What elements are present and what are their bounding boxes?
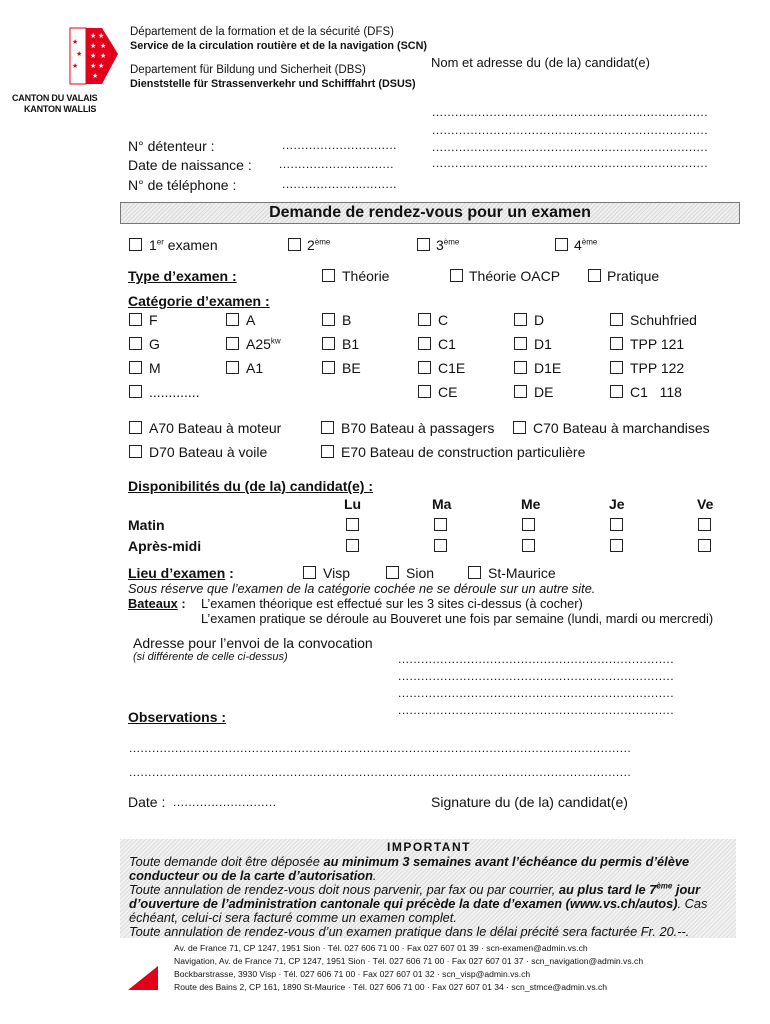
category-label-m: M [149, 360, 161, 376]
boat-label-d70: D70 Bateau à voile [149, 444, 268, 460]
attempt-2-checkbox[interactable] [288, 238, 301, 251]
observations-line[interactable]: ................................................................................................................................... [129, 741, 632, 755]
availability-checkbox[interactable] [522, 518, 535, 531]
signature-label: Signature du (de la) candidat(e) [431, 794, 628, 810]
day-header-mon: Lu [344, 496, 362, 512]
svg-text:★: ★ [72, 62, 79, 70]
convocation-label: Adresse pour l’envoi de la convocation [133, 635, 373, 651]
boat-checkbox[interactable] [129, 445, 142, 458]
category-checkbox[interactable] [129, 361, 142, 374]
svg-text:★: ★ [90, 62, 97, 70]
important-line-5: échéant, celui-ci sera facturé comme un examen complet. [129, 910, 457, 925]
category-label-d: D [534, 312, 545, 328]
availability-checkbox[interactable] [346, 539, 359, 552]
attempt-3-checkbox[interactable] [417, 238, 430, 251]
date-label: Date : [128, 794, 166, 810]
location-label: Lieu d’examen : [128, 565, 234, 581]
phone-field[interactable]: .............................. [282, 177, 398, 191]
convocation-address-line[interactable]: ........................................................................ [398, 686, 675, 700]
date-field[interactable]: ........................... [173, 795, 277, 809]
location-st-maurice-checkbox[interactable] [468, 566, 481, 579]
convocation-address-line[interactable]: ........................................................................ [398, 652, 675, 666]
category-checkbox[interactable] [322, 337, 335, 350]
boats-info-label: Bateaux : [128, 596, 186, 611]
slot-morning-label: Matin [128, 517, 165, 533]
candidate-name-line[interactable]: ........................................................................ [432, 105, 709, 119]
category-label-c1-118: C1 118 [630, 384, 682, 400]
exam-type-label: Type d’examen : [128, 268, 237, 284]
holder-field[interactable]: .............................. [282, 138, 398, 152]
dept-dfs: Département de la formation et de la sécurité (DFS) [130, 26, 394, 38]
footer-red-triangle-logo [128, 966, 158, 990]
category-label-a1: A1 [246, 360, 264, 376]
category-checkbox[interactable] [322, 361, 335, 374]
availability-checkbox[interactable] [522, 539, 535, 552]
category-label-ce: CE [438, 384, 458, 400]
category-checkbox[interactable] [129, 385, 142, 398]
candidate-name-line[interactable]: ........................................................................ [432, 123, 709, 137]
category-checkbox[interactable] [610, 361, 623, 374]
dob-field[interactable]: .............................. [279, 157, 395, 171]
location-note: Sous réserve que l’examen de la catégorie cochée ne se déroule sur un autre site. [128, 581, 596, 596]
category-checkbox[interactable] [129, 313, 142, 326]
svg-text:★: ★ [92, 72, 99, 80]
category-checkbox[interactable] [418, 361, 431, 374]
boat-checkbox[interactable] [321, 445, 334, 458]
exam-type-theory-label: Théorie [342, 268, 390, 284]
svg-text:★: ★ [72, 38, 79, 46]
availability-checkbox[interactable] [346, 518, 359, 531]
attempt-1-checkbox[interactable] [129, 238, 142, 251]
category-checkbox[interactable] [226, 313, 239, 326]
boat-label-b70: B70 Bateau à passagers [341, 420, 495, 436]
candidate-name-line[interactable]: ........................................................................ [432, 140, 709, 154]
footer-address-sion-exam: Av. de France 71, CP 1247, 1951 Sion · Tél. 027 606 71 00 · Fax 027 607 01 39 · scn-examen@admin.vs.ch [174, 943, 588, 953]
attempt-1-label: 1er examen [149, 237, 218, 253]
attempt-3-label: 3ème [436, 237, 460, 253]
category-checkbox[interactable] [514, 313, 527, 326]
svg-text:★: ★ [76, 50, 83, 58]
location-st-maurice-label: St-Maurice [488, 565, 556, 581]
category-label-c1e: C1E [438, 360, 466, 376]
category-checkbox[interactable] [418, 337, 431, 350]
svg-text:★: ★ [100, 42, 107, 50]
important-title: IMPORTANT [387, 840, 471, 854]
category-checkbox[interactable] [418, 313, 431, 326]
category-checkbox[interactable] [610, 385, 623, 398]
category-checkbox[interactable] [514, 385, 527, 398]
convocation-address-line[interactable]: ........................................................................ [398, 703, 675, 717]
day-header-wed: Me [521, 496, 541, 512]
category-label-d1e: D1E [534, 360, 562, 376]
convocation-sublabel: (si différente de celle ci-dessus) [133, 651, 288, 663]
candidate-name-label: Nom et adresse du (de la) candidat(e) [431, 55, 650, 70]
category-label-c: C [438, 312, 449, 328]
category-label-de: DE [534, 384, 554, 400]
boat-label-c70: C70 Bateau à marchandises [533, 420, 710, 436]
convocation-address-line[interactable]: ........................................................................ [398, 669, 675, 683]
svg-text:★: ★ [90, 32, 97, 40]
dob-label: Date de naissance : [128, 157, 252, 173]
location-sion-checkbox[interactable] [386, 566, 399, 579]
category-checkbox[interactable] [610, 337, 623, 350]
exam-type-practical-label: Pratique [607, 268, 660, 284]
boat-label-a70: A70 Bateau à moteur [149, 420, 282, 436]
important-line-1: Toute demande doit être déposée au minimum 3 semaines avant l’échéance du permis d’élève [129, 854, 690, 869]
day-header-thu: Je [609, 496, 625, 512]
category-checkbox[interactable] [226, 337, 239, 350]
category-label-d1: D1 [534, 336, 552, 352]
svg-text:★: ★ [100, 52, 107, 60]
boats-info-line2: L’examen pratique se déroule au Bouveret une fois par semaine (lundi, mardi ou mercredi) [201, 611, 714, 626]
important-line-2: conducteur ou de la carte d’autorisation. [129, 868, 377, 883]
category-label-b: B [342, 312, 352, 328]
availability-checkbox[interactable] [698, 539, 711, 552]
location-sion-label: Sion [406, 565, 435, 581]
day-header-fri: Ve [697, 496, 714, 512]
svg-text:★: ★ [90, 52, 97, 60]
category-label-tpp122: TPP 122 [630, 360, 685, 376]
location-visp-label: Visp [323, 565, 350, 581]
svg-text:★: ★ [90, 42, 97, 50]
canton-name-de: KANTON WALLIS [24, 104, 97, 114]
category-label-a: A [246, 312, 256, 328]
category-label-be: BE [342, 360, 361, 376]
footer-address-navigation: Navigation, Av. de France 71, CP 1247, 1951 Sion · Tél. 027 606 71 00 · Fax 027 607 01 37 · scn_navigation@admin.vs.ch [174, 956, 644, 966]
service-dsus: Dienststelle für Strassenverkehr und Schifffahrt (DSUS) [130, 78, 416, 90]
availability-label: Disponibilités du (de la) candidat(e) : [128, 478, 374, 494]
category-checkbox[interactable] [610, 313, 623, 326]
slot-afternoon-label: Après-midi [128, 538, 202, 554]
observations-label: Observations : [128, 709, 227, 725]
important-line-3: Toute annulation de rendez-vous doit nous parvenir, par fax ou par courrier, au plus tard le 7ème jour [129, 881, 701, 897]
attempt-4-checkbox[interactable] [555, 238, 568, 251]
availability-checkbox[interactable] [610, 539, 623, 552]
service-scn: Service de la circulation routière et de la navigation (SCN) [130, 40, 427, 52]
category-label-g: G [149, 336, 160, 352]
exam-type-practical-checkbox[interactable] [588, 269, 601, 282]
category-checkbox[interactable] [322, 313, 335, 326]
attempt-4-label: 4ème [574, 237, 598, 253]
holder-label: N° détenteur : [128, 138, 215, 154]
boats-info-line1: L’examen théorique est effectué sur les 3 sites ci-dessus (à cocher) [201, 596, 583, 611]
svg-text:★: ★ [98, 62, 105, 70]
important-line-4: d’ouverture de l’administration cantonale qui précède la date d’examen (www.vs.ch/autos). Cas [129, 896, 708, 911]
category-other-field[interactable]: ............. [149, 384, 200, 400]
exam-type-theory-checkbox[interactable] [322, 269, 335, 282]
attempt-2-label: 2ème [307, 237, 331, 253]
location-visp-checkbox[interactable] [303, 566, 316, 579]
availability-checkbox[interactable] [698, 518, 711, 531]
category-label-b1: B1 [342, 336, 360, 352]
observations-line[interactable]: ................................................................................................................................... [129, 765, 632, 779]
category-label-tpp121: TPP 121 [630, 336, 685, 352]
availability-checkbox[interactable] [610, 518, 623, 531]
category-label: Catégorie d’examen : [128, 293, 270, 309]
valais-coat-of-arms-logo [66, 24, 122, 88]
category-label-f: F [149, 312, 158, 328]
boat-checkbox[interactable] [129, 421, 142, 434]
important-line-6: Toute annulation de rendez-vous d’un examen pratique dans le délai précité sera facturée Fr. 20.--. [129, 924, 690, 939]
category-checkbox[interactable] [226, 361, 239, 374]
canton-name-fr: CANTON DU VALAIS [12, 93, 98, 103]
availability-checkbox[interactable] [434, 539, 447, 552]
category-checkbox[interactable] [418, 385, 431, 398]
exam-type-theory-oacp-checkbox[interactable] [450, 269, 463, 282]
category-label-c1: C1 [438, 336, 456, 352]
svg-text:★: ★ [98, 32, 105, 40]
category-checkbox[interactable] [514, 337, 527, 350]
candidate-name-line[interactable]: ........................................................................ [432, 156, 709, 170]
category-checkbox[interactable] [129, 337, 142, 350]
dept-dbs: Departement für Bildung und Sicherheit (DBS) [130, 64, 366, 76]
phone-label: N° de téléphone : [128, 177, 237, 193]
day-header-tue: Ma [432, 496, 452, 512]
boat-label-e70: E70 Bateau de construction particulière [341, 444, 586, 460]
category-label-a25: $A25^{kw}$ [246, 336, 281, 352]
availability-checkbox[interactable] [434, 518, 447, 531]
category-label-schuhfried: Schuhfried [630, 312, 697, 328]
boat-checkbox[interactable] [513, 421, 526, 434]
exam-type-theory-oacp-label: Théorie OACP [469, 268, 561, 284]
boat-checkbox[interactable] [321, 421, 334, 434]
footer-address-visp: Bockbarstrasse, 3930 Visp · Tél. 027 606 71 00 · Fax 027 607 01 32 · scn_visp@admin.vs.ch [174, 969, 531, 979]
category-checkbox[interactable] [514, 361, 527, 374]
footer-address-st-maurice: Route des Bains 2, CP 161, 1890 St-Maurice · Tél. 027 606 71 00 · Fax 027 607 01 34 · scn_stmce@admin.vs.ch [174, 982, 608, 992]
form-title: Demande de rendez-vous pour un examen [120, 202, 740, 224]
